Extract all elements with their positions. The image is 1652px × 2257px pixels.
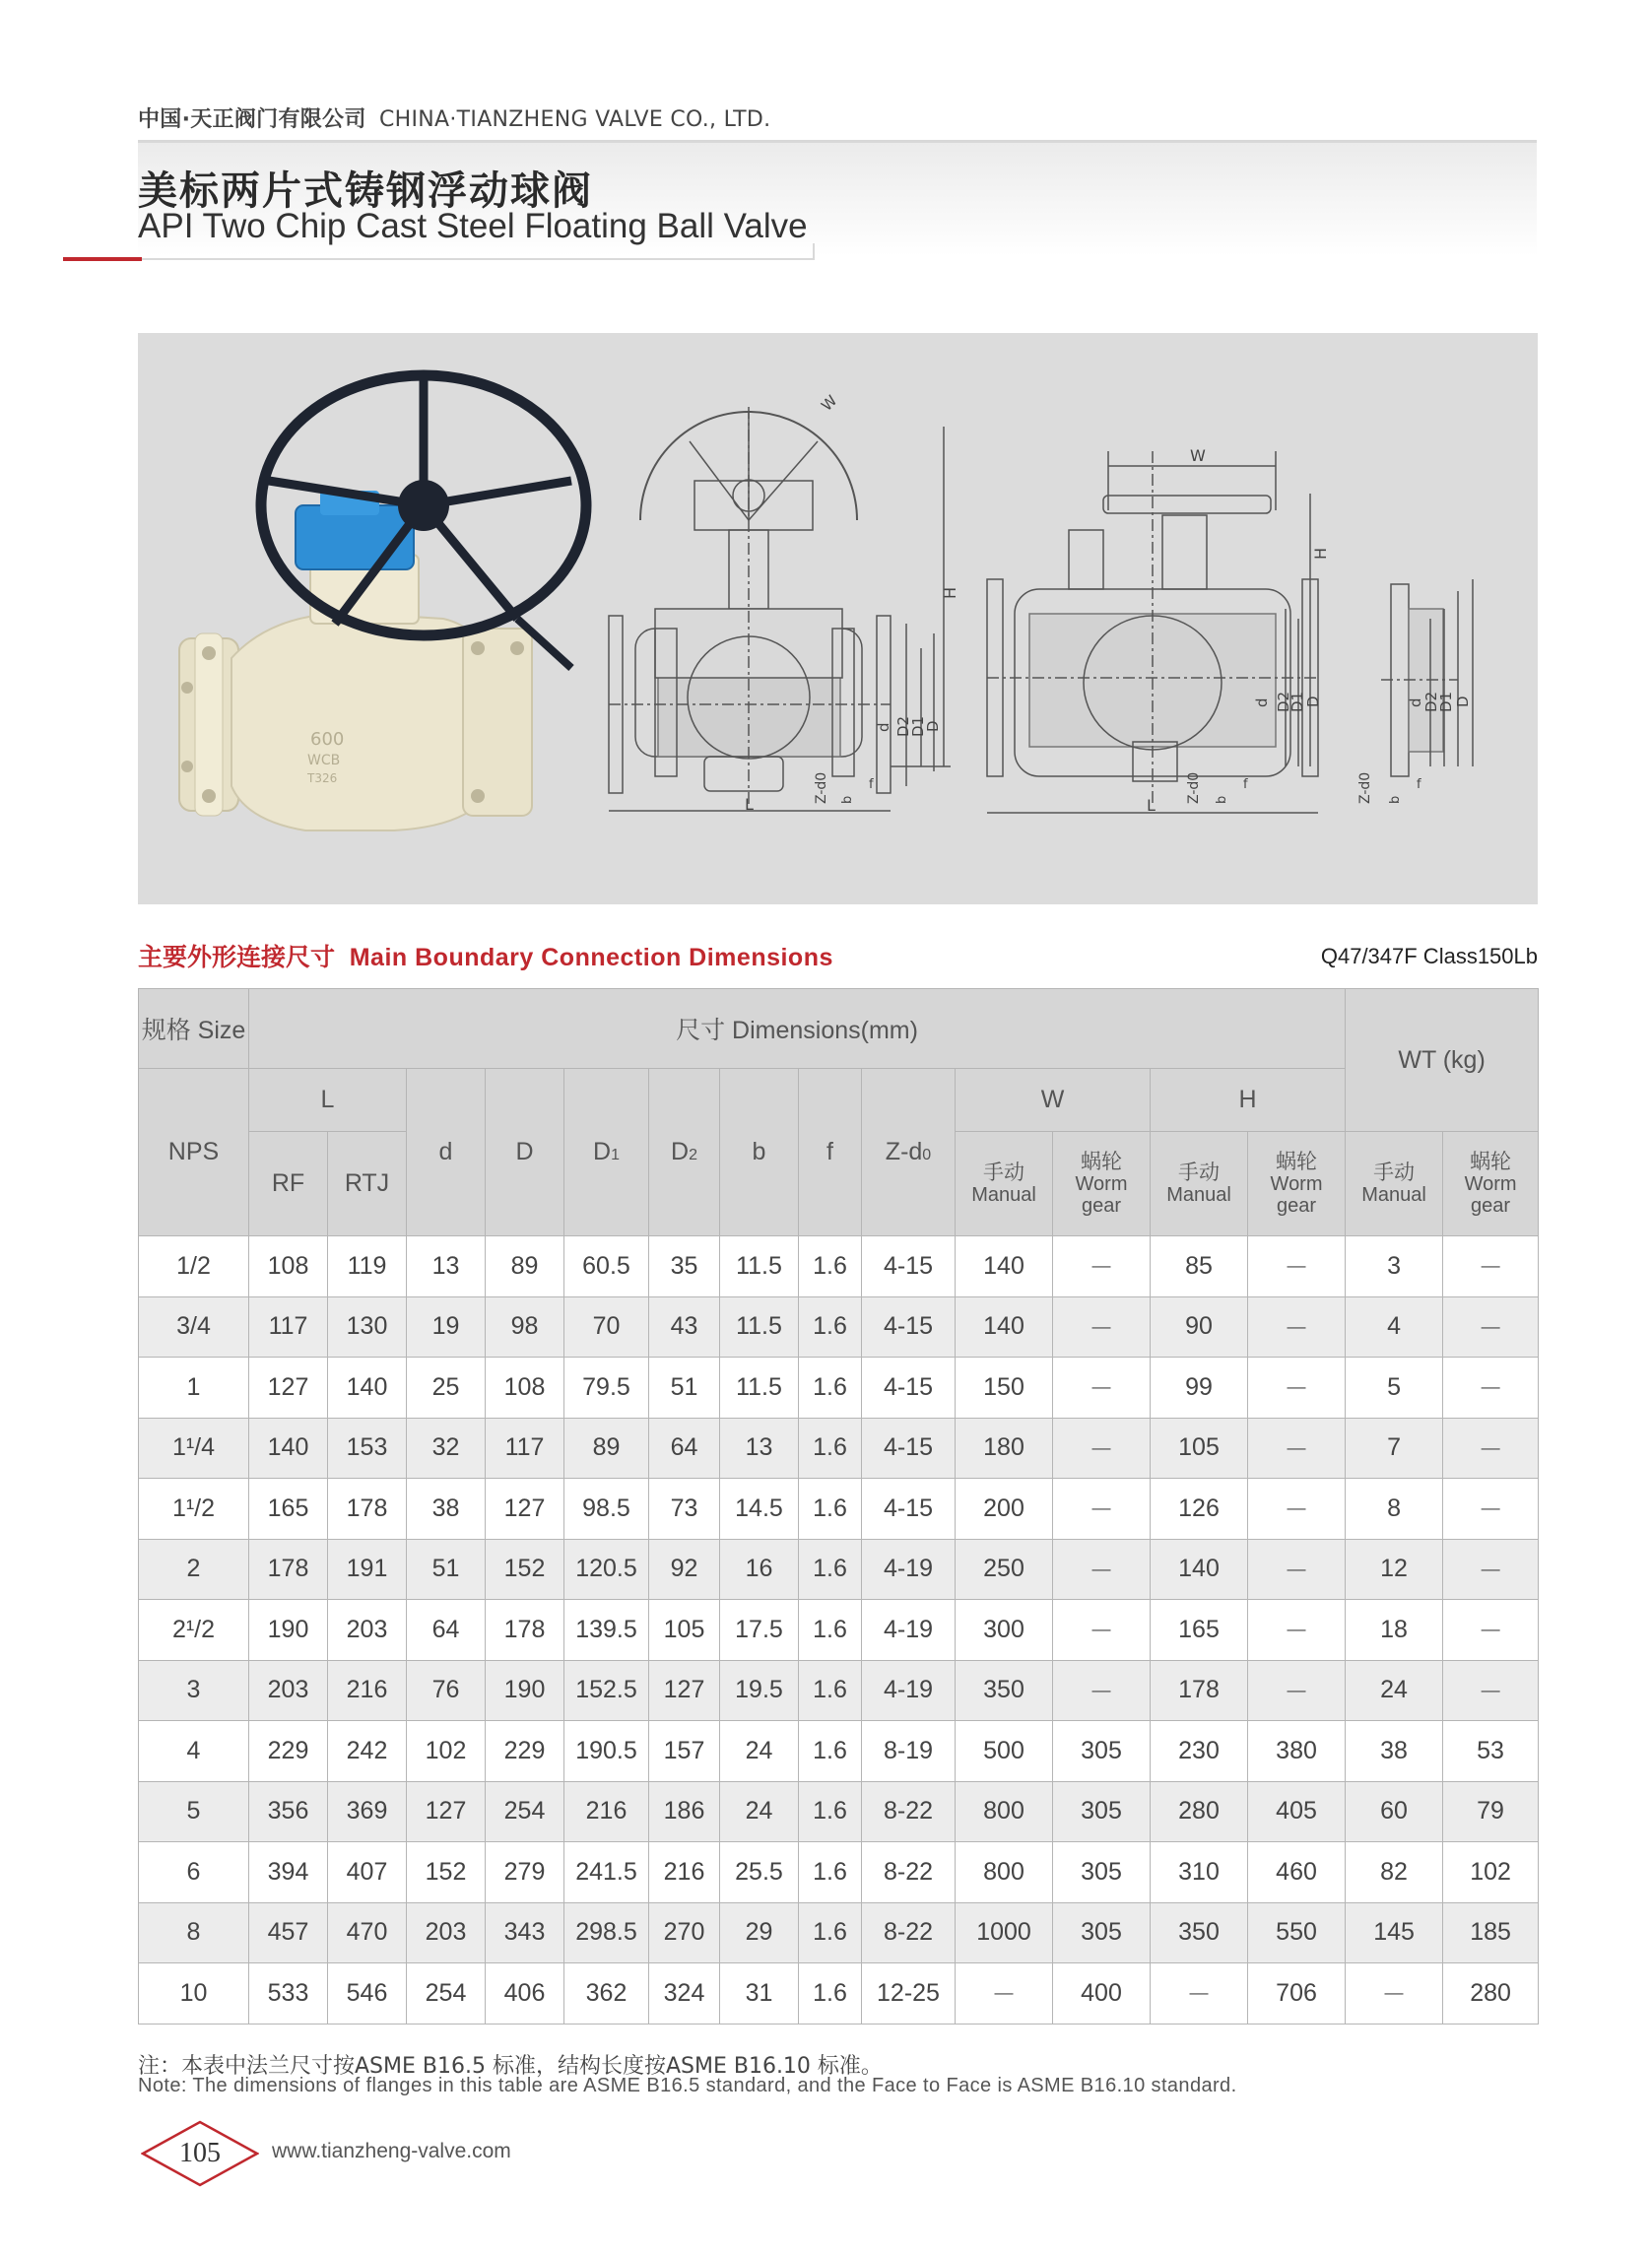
table-cell: 2 bbox=[139, 1539, 249, 1600]
table-cell: － bbox=[1248, 1600, 1346, 1661]
dimensions-table bbox=[138, 988, 1539, 2025]
table-cell: 369 bbox=[328, 1781, 407, 1842]
table-cell: 98.5 bbox=[564, 1479, 649, 1540]
model-class-label: Q47/347F Class150Lb bbox=[1320, 944, 1538, 968]
table-cell: 241.5 bbox=[564, 1842, 649, 1903]
drawing1-label-w: W bbox=[818, 391, 841, 415]
table-cell: 178 bbox=[249, 1539, 328, 1600]
table-cell: 82 bbox=[1346, 1842, 1443, 1903]
table-cell: 7 bbox=[1346, 1418, 1443, 1479]
table-cell: 152 bbox=[486, 1539, 564, 1600]
table-cell: 178 bbox=[328, 1479, 407, 1540]
table-cell: 127 bbox=[249, 1358, 328, 1419]
table-cell: 18 bbox=[1346, 1600, 1443, 1661]
table-cell: 105 bbox=[1151, 1418, 1248, 1479]
table-cell: 1¹/4 bbox=[139, 1418, 249, 1479]
table-cell: 305 bbox=[1053, 1842, 1151, 1903]
table-cell: 153 bbox=[328, 1418, 407, 1479]
table-cell: 706 bbox=[1248, 1963, 1346, 2025]
table-cell: 89 bbox=[486, 1236, 564, 1297]
f-header: f bbox=[799, 1069, 862, 1236]
table-cell: 79 bbox=[1443, 1781, 1539, 1842]
table-cell: 4-19 bbox=[862, 1600, 956, 1661]
w-worm-header: 蜗轮 Worm gear bbox=[1053, 1132, 1151, 1236]
table-cell: 127 bbox=[486, 1479, 564, 1540]
table-cell: 1.6 bbox=[799, 1660, 862, 1721]
d-header: d bbox=[407, 1069, 486, 1236]
table-cell: 152.5 bbox=[564, 1660, 649, 1721]
table-cell: － bbox=[1248, 1358, 1346, 1419]
weight-header: WT (kg) bbox=[1346, 989, 1539, 1132]
table-cell: 130 bbox=[328, 1296, 407, 1358]
table-cell: 8-22 bbox=[862, 1842, 956, 1903]
wt-manual-header: 手动 Manual bbox=[1346, 1132, 1443, 1236]
w-manual-header: 手动 Manual bbox=[956, 1132, 1053, 1236]
table-cell: 11.5 bbox=[720, 1358, 799, 1419]
table-cell: 406 bbox=[486, 1963, 564, 2025]
table-cell: 126 bbox=[1151, 1479, 1248, 1540]
table-cell: 13 bbox=[720, 1418, 799, 1479]
svg-text:T326: T326 bbox=[307, 771, 338, 785]
table-cell: 76 bbox=[407, 1660, 486, 1721]
table-cell: 4 bbox=[139, 1721, 249, 1782]
dimensions-header: 尺寸 Dimensions(mm) bbox=[249, 989, 1346, 1069]
table-cell: 10 bbox=[139, 1963, 249, 2025]
table-cell: 190 bbox=[249, 1600, 328, 1661]
table-cell: － bbox=[1053, 1296, 1151, 1358]
table-cell: 19 bbox=[407, 1296, 486, 1358]
table-cell: － bbox=[1443, 1600, 1539, 1661]
drawing1-label-d1: D1 bbox=[909, 715, 927, 737]
page-title-en: API Two Chip Cast Steel Floating Ball Valve bbox=[138, 207, 808, 245]
table-cell: 32 bbox=[407, 1418, 486, 1479]
figure-svg bbox=[138, 333, 1538, 904]
table-cell: 1.6 bbox=[799, 1902, 862, 1963]
table-cell: 64 bbox=[649, 1418, 720, 1479]
table-cell: 298.5 bbox=[564, 1902, 649, 1963]
table-cell: 1.6 bbox=[799, 1842, 862, 1903]
table-cell: － bbox=[1248, 1418, 1346, 1479]
table-cell: 102 bbox=[1443, 1842, 1539, 1903]
table-cell: 1/2 bbox=[139, 1236, 249, 1297]
table-cell: 203 bbox=[407, 1902, 486, 1963]
table-cell: 203 bbox=[249, 1660, 328, 1721]
table-cell: 38 bbox=[1346, 1721, 1443, 1782]
table-row bbox=[139, 1236, 1539, 1297]
table-cell: 19.5 bbox=[720, 1660, 799, 1721]
drawing2-label-d1: D1 bbox=[1289, 691, 1306, 712]
table-cell: － bbox=[1443, 1479, 1539, 1540]
table-cell: 51 bbox=[407, 1539, 486, 1600]
table-cell: 305 bbox=[1053, 1781, 1151, 1842]
table-cell: 8-19 bbox=[862, 1721, 956, 1782]
table-cell: 229 bbox=[486, 1721, 564, 1782]
dimensions-table-body bbox=[139, 1236, 1539, 2025]
table-cell: 305 bbox=[1053, 1721, 1151, 1782]
table-cell: 1.6 bbox=[799, 1539, 862, 1600]
drawing2-label-f: f bbox=[1243, 777, 1248, 792]
table-cell: 5 bbox=[1346, 1358, 1443, 1419]
table-cell: 98 bbox=[486, 1296, 564, 1358]
table-cell: 254 bbox=[407, 1963, 486, 2025]
table-row bbox=[139, 1963, 1539, 2025]
table-cell: 180 bbox=[956, 1418, 1053, 1479]
table-cell: 117 bbox=[486, 1418, 564, 1479]
drawing3-label-b: b bbox=[1388, 795, 1403, 804]
table-cell: 64 bbox=[407, 1600, 486, 1661]
table-cell: 24 bbox=[720, 1721, 799, 1782]
drawing3-label-f: f bbox=[1417, 777, 1421, 792]
table-cell: 99 bbox=[1151, 1358, 1248, 1419]
table-cell: － bbox=[1248, 1479, 1346, 1540]
table-cell: 3 bbox=[139, 1660, 249, 1721]
table-row bbox=[139, 1296, 1539, 1358]
table-row bbox=[139, 1842, 1539, 1903]
drawing2-label-d2: D2 bbox=[1275, 691, 1292, 712]
table-cell: 17.5 bbox=[720, 1600, 799, 1661]
table-cell: 165 bbox=[1151, 1600, 1248, 1661]
table-cell: 8 bbox=[1346, 1479, 1443, 1540]
h-manual-header: 手动 Manual bbox=[1151, 1132, 1248, 1236]
table-cell: 4-15 bbox=[862, 1418, 956, 1479]
drawing-worm-gear bbox=[609, 391, 959, 814]
table-cell: 90 bbox=[1151, 1296, 1248, 1358]
drawing2-label-zd0: Z-d0 bbox=[1186, 771, 1202, 804]
table-cell: － bbox=[1346, 1963, 1443, 2025]
drawing2-label-l: L bbox=[1147, 796, 1156, 815]
drawing1-label-l: L bbox=[745, 795, 754, 814]
table-cell: 8-22 bbox=[862, 1902, 956, 1963]
table-cell: 500 bbox=[956, 1721, 1053, 1782]
table-cell: 5 bbox=[139, 1781, 249, 1842]
zd0-header: Z-d0 bbox=[862, 1069, 956, 1236]
table-cell: 35 bbox=[649, 1236, 720, 1297]
drawing1-label-f: f bbox=[869, 777, 874, 792]
table-cell: 145 bbox=[1346, 1902, 1443, 1963]
table-cell: 1.6 bbox=[799, 1963, 862, 2025]
valve-photo bbox=[179, 375, 586, 830]
table-cell: 25 bbox=[407, 1358, 486, 1419]
table-cell: 1.6 bbox=[799, 1358, 862, 1419]
table-cell: 350 bbox=[956, 1660, 1053, 1721]
table-cell: － bbox=[1053, 1539, 1151, 1600]
drawing3-label-d2: D2 bbox=[1422, 691, 1440, 712]
table-cell: 350 bbox=[1151, 1902, 1248, 1963]
table-cell: 1¹/2 bbox=[139, 1479, 249, 1540]
table-cell: － bbox=[1443, 1358, 1539, 1419]
table-cell: 140 bbox=[956, 1296, 1053, 1358]
table-row bbox=[139, 1721, 1539, 1782]
table-cell: － bbox=[1053, 1418, 1151, 1479]
table-cell: 120.5 bbox=[564, 1539, 649, 1600]
table-cell: 12-25 bbox=[862, 1963, 956, 2025]
drawing1-label-d: d bbox=[875, 722, 892, 732]
table-cell: － bbox=[1053, 1236, 1151, 1297]
note-cn: 注：本表中法兰尺寸按ASME B16.5 标准，结构长度按ASME B16.10 标准。 bbox=[138, 2054, 883, 2079]
drawing2-label-dd: D bbox=[1304, 696, 1322, 707]
table-cell: 280 bbox=[1443, 1963, 1539, 2025]
table-cell: 280 bbox=[1151, 1781, 1248, 1842]
table-cell: 4-15 bbox=[862, 1479, 956, 1540]
table-cell: － bbox=[1248, 1236, 1346, 1297]
d1-header: D1 bbox=[564, 1069, 649, 1236]
table-row bbox=[139, 1902, 1539, 1963]
table-cell: 362 bbox=[564, 1963, 649, 2025]
table-cell: 185 bbox=[1443, 1902, 1539, 1963]
company-name-en: CHINA·TIANZHENG VALVE CO., LTD. bbox=[378, 107, 771, 132]
drawing-manual-lever bbox=[987, 446, 1330, 815]
table-cell: 546 bbox=[328, 1963, 407, 2025]
company-header bbox=[138, 102, 770, 133]
drawing2-label-d: d bbox=[1253, 697, 1271, 707]
table-cell: 6 bbox=[139, 1842, 249, 1903]
table-cell: 117 bbox=[249, 1296, 328, 1358]
drawing-flange-detail bbox=[1357, 579, 1473, 804]
table-cell: 60.5 bbox=[564, 1236, 649, 1297]
table-cell: 79.5 bbox=[564, 1358, 649, 1419]
table-cell: 1 bbox=[139, 1358, 249, 1419]
table-cell: 13 bbox=[407, 1236, 486, 1297]
note-en: Note: The dimensions of flanges in this table are ASME B16.5 standard, and the Face to Face is ASME B16.10 standard. bbox=[138, 2075, 1237, 2096]
table-cell: 4-15 bbox=[862, 1296, 956, 1358]
table-cell: － bbox=[1248, 1296, 1346, 1358]
drawing1-label-dd: D bbox=[924, 720, 942, 732]
d2-header: D2 bbox=[649, 1069, 720, 1236]
table-row bbox=[139, 1600, 1539, 1661]
l-header: L bbox=[249, 1069, 407, 1132]
table-cell: 230 bbox=[1151, 1721, 1248, 1782]
table-cell: 140 bbox=[956, 1236, 1053, 1297]
table-cell: 4-19 bbox=[862, 1660, 956, 1721]
table-cell: 108 bbox=[486, 1358, 564, 1419]
table-cell: 279 bbox=[486, 1842, 564, 1903]
table-cell: 102 bbox=[407, 1721, 486, 1782]
table-row bbox=[139, 1781, 1539, 1842]
table-cell: 400 bbox=[1053, 1963, 1151, 2025]
table-cell: － bbox=[956, 1963, 1053, 2025]
table-cell: 254 bbox=[486, 1781, 564, 1842]
wt-worm-header: 蜗轮 Worm gear bbox=[1443, 1132, 1539, 1236]
rf-header: RF bbox=[249, 1132, 328, 1236]
table-cell: 457 bbox=[249, 1902, 328, 1963]
table-cell: 92 bbox=[649, 1539, 720, 1600]
table-cell: － bbox=[1053, 1358, 1151, 1419]
section-title bbox=[138, 938, 833, 973]
table-cell: 356 bbox=[249, 1781, 328, 1842]
table-cell: 8-22 bbox=[862, 1781, 956, 1842]
table-cell: 200 bbox=[956, 1479, 1053, 1540]
table-cell: 4 bbox=[1346, 1296, 1443, 1358]
table-cell: 3 bbox=[1346, 1236, 1443, 1297]
drawing2-label-w: W bbox=[1190, 446, 1206, 465]
table-cell: 105 bbox=[649, 1600, 720, 1661]
table-cell: － bbox=[1443, 1236, 1539, 1297]
table-cell: 73 bbox=[649, 1479, 720, 1540]
table-cell: 1.6 bbox=[799, 1781, 862, 1842]
size-header: 规格 Size bbox=[139, 989, 249, 1069]
drawing2-label-b: b bbox=[1215, 795, 1229, 804]
drawing3-label-d: d bbox=[1407, 697, 1424, 707]
table-cell: 229 bbox=[249, 1721, 328, 1782]
table-cell: 157 bbox=[649, 1721, 720, 1782]
table-cell: 150 bbox=[956, 1358, 1053, 1419]
table-cell: － bbox=[1443, 1539, 1539, 1600]
table-cell: － bbox=[1443, 1296, 1539, 1358]
h-header: H bbox=[1151, 1069, 1346, 1132]
table-cell: 60 bbox=[1346, 1781, 1443, 1842]
table-cell: 24 bbox=[1346, 1660, 1443, 1721]
table-cell: － bbox=[1151, 1963, 1248, 2025]
table-cell: 38 bbox=[407, 1479, 486, 1540]
h-worm-header: 蜗轮 Worm gear bbox=[1248, 1132, 1346, 1236]
table-cell: 216 bbox=[649, 1842, 720, 1903]
table-row bbox=[139, 1358, 1539, 1419]
table-row bbox=[139, 1660, 1539, 1721]
title-accent-bar bbox=[63, 257, 142, 261]
table-cell: 11.5 bbox=[720, 1296, 799, 1358]
table-cell: － bbox=[1053, 1600, 1151, 1661]
table-cell: 8 bbox=[139, 1902, 249, 1963]
title-underline-end bbox=[813, 243, 815, 260]
b-header: b bbox=[720, 1069, 799, 1236]
table-cell: － bbox=[1443, 1418, 1539, 1479]
table-cell: 12 bbox=[1346, 1539, 1443, 1600]
table-cell: 800 bbox=[956, 1842, 1053, 1903]
table-cell: 108 bbox=[249, 1236, 328, 1297]
table-cell: 1.6 bbox=[799, 1600, 862, 1661]
table-cell: 127 bbox=[407, 1781, 486, 1842]
drawing1-label-b: b bbox=[840, 795, 855, 804]
table-row bbox=[139, 1418, 1539, 1479]
drawing3-label-d1: D1 bbox=[1437, 691, 1455, 712]
table-cell: 139.5 bbox=[564, 1600, 649, 1661]
table-cell: 3/4 bbox=[139, 1296, 249, 1358]
table-cell: 216 bbox=[564, 1781, 649, 1842]
table-cell: 1000 bbox=[956, 1902, 1053, 1963]
table-cell: 1.6 bbox=[799, 1236, 862, 1297]
drawing3-label-zd0: Z-d0 bbox=[1357, 771, 1373, 804]
dd-header: D bbox=[486, 1069, 564, 1236]
drawing1-label-d2: D2 bbox=[894, 715, 912, 737]
table-cell: 152 bbox=[407, 1842, 486, 1903]
table-cell: 533 bbox=[249, 1963, 328, 2025]
table-cell: 186 bbox=[649, 1781, 720, 1842]
drawing3-label-dd: D bbox=[1454, 696, 1472, 707]
table-cell: 127 bbox=[649, 1660, 720, 1721]
product-figure bbox=[138, 333, 1538, 904]
table-cell: 25.5 bbox=[720, 1842, 799, 1903]
svg-text:600: 600 bbox=[310, 729, 345, 750]
nps-header: NPS bbox=[139, 1069, 249, 1236]
table-cell: 14.5 bbox=[720, 1479, 799, 1540]
table-cell: 216 bbox=[328, 1660, 407, 1721]
table-cell: 470 bbox=[328, 1902, 407, 1963]
table-cell: 190.5 bbox=[564, 1721, 649, 1782]
table-cell: 203 bbox=[328, 1600, 407, 1661]
table-cell: 140 bbox=[1151, 1539, 1248, 1600]
table-cell: 300 bbox=[956, 1600, 1053, 1661]
page-number: 105 bbox=[179, 2138, 221, 2168]
table-cell: 178 bbox=[486, 1600, 564, 1661]
table-cell: 394 bbox=[249, 1842, 328, 1903]
section-title-cn: 主要外形连接尺寸 bbox=[138, 943, 336, 971]
table-cell: 53 bbox=[1443, 1721, 1539, 1782]
table-cell: 119 bbox=[328, 1236, 407, 1297]
table-cell: 16 bbox=[720, 1539, 799, 1600]
table-cell: 250 bbox=[956, 1539, 1053, 1600]
table-cell: 1.6 bbox=[799, 1721, 862, 1782]
table-row bbox=[139, 1539, 1539, 1600]
table-cell: 550 bbox=[1248, 1902, 1346, 1963]
table-cell: 270 bbox=[649, 1902, 720, 1963]
page-title-cn: 美标两片式铸钢浮动球阀 bbox=[138, 168, 593, 214]
drawing2-label-h: H bbox=[1311, 547, 1330, 560]
rtj-header: RTJ bbox=[328, 1132, 407, 1236]
table-cell: 51 bbox=[649, 1358, 720, 1419]
table-cell: 305 bbox=[1053, 1902, 1151, 1963]
table-cell: 191 bbox=[328, 1539, 407, 1600]
table-cell: 140 bbox=[249, 1418, 328, 1479]
table-cell: 343 bbox=[486, 1902, 564, 1963]
table-cell: 1.6 bbox=[799, 1296, 862, 1358]
table-cell: 800 bbox=[956, 1781, 1053, 1842]
table-cell: 4-15 bbox=[862, 1358, 956, 1419]
table-cell: 405 bbox=[1248, 1781, 1346, 1842]
table-cell: 242 bbox=[328, 1721, 407, 1782]
drawing1-label-h: H bbox=[941, 586, 959, 599]
table-cell: 178 bbox=[1151, 1660, 1248, 1721]
table-cell: 29 bbox=[720, 1902, 799, 1963]
table-cell: 165 bbox=[249, 1479, 328, 1540]
table-cell: 190 bbox=[486, 1660, 564, 1721]
table-cell: 89 bbox=[564, 1418, 649, 1479]
table-cell: 1.6 bbox=[799, 1479, 862, 1540]
table-cell: 24 bbox=[720, 1781, 799, 1842]
table-cell: 4-15 bbox=[862, 1236, 956, 1297]
website-link[interactable]: www.tianzheng-valve.com bbox=[272, 2140, 511, 2162]
table-cell: 1.6 bbox=[799, 1418, 862, 1479]
table-cell: 4-19 bbox=[862, 1539, 956, 1600]
table-cell: 2¹/2 bbox=[139, 1600, 249, 1661]
table-cell: 70 bbox=[564, 1296, 649, 1358]
title-underline bbox=[63, 258, 814, 260]
svg-text:WCB: WCB bbox=[307, 753, 341, 768]
drawing1-label-zd0: Z-d0 bbox=[814, 771, 829, 804]
table-cell: 324 bbox=[649, 1963, 720, 2025]
table-cell: 407 bbox=[328, 1842, 407, 1903]
table-cell: 380 bbox=[1248, 1721, 1346, 1782]
table-cell: － bbox=[1248, 1660, 1346, 1721]
section-title-en: Main Boundary Connection Dimensions bbox=[349, 944, 833, 971]
table-cell: 310 bbox=[1151, 1842, 1248, 1903]
table-cell: 140 bbox=[328, 1358, 407, 1419]
table-row bbox=[139, 1479, 1539, 1540]
table-cell: － bbox=[1443, 1660, 1539, 1721]
table-cell: － bbox=[1248, 1539, 1346, 1600]
table-cell: － bbox=[1053, 1479, 1151, 1540]
table-cell: － bbox=[1053, 1660, 1151, 1721]
table-cell: 31 bbox=[720, 1963, 799, 2025]
company-name-cn: 中国·天正阀门有限公司 bbox=[138, 107, 366, 132]
table-cell: 85 bbox=[1151, 1236, 1248, 1297]
w-header: W bbox=[956, 1069, 1151, 1132]
table-cell: 43 bbox=[649, 1296, 720, 1358]
table-cell: 11.5 bbox=[720, 1236, 799, 1297]
table-cell: 460 bbox=[1248, 1842, 1346, 1903]
